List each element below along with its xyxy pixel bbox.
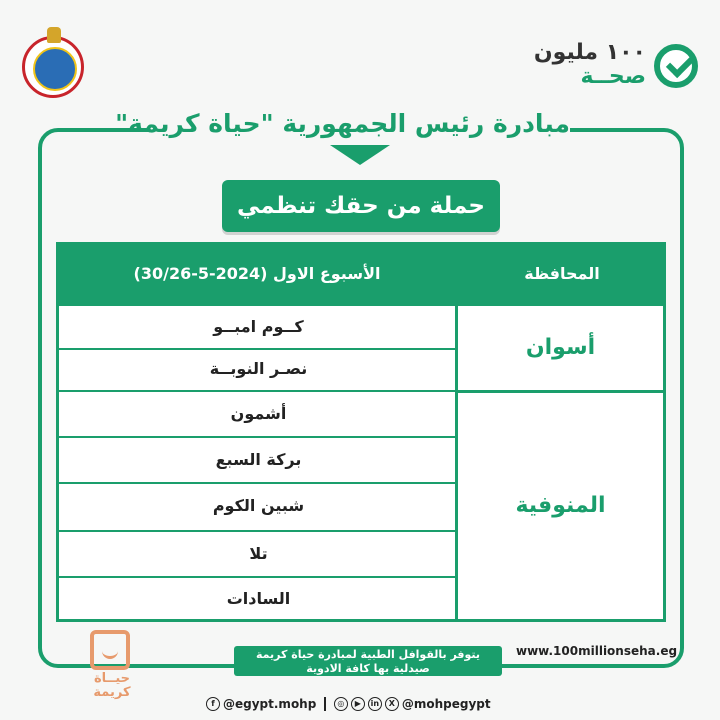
instagram-icon[interactable]: ◎ — [334, 697, 348, 711]
x-twitter-icon[interactable]: X — [385, 697, 399, 711]
brand-line2: صحــة — [580, 64, 646, 89]
table-row: السادات — [226, 589, 291, 608]
eagle-emblem-icon — [47, 27, 61, 43]
hayah-karima-logo-text: حيــاة كريمة — [93, 671, 131, 700]
table-row: نصـر النوبــة — [209, 359, 308, 378]
page-title: مبادرة رئيس الجمهورية "حياة كريمة" — [115, 109, 570, 138]
table-header — [56, 242, 666, 306]
down-arrow-icon — [330, 145, 390, 165]
table-row: كــوم امبــو — [213, 317, 304, 336]
table-row: بركة السبع — [215, 450, 302, 469]
table-row: شبين الكوم — [212, 496, 305, 515]
check-circle-icon — [654, 44, 698, 88]
facebook-icon[interactable]: f — [206, 697, 220, 711]
table-row: تلا — [249, 544, 268, 563]
table-row: أشمون — [230, 404, 287, 423]
linkedin-icon[interactable]: in — [368, 697, 382, 711]
brand-100-million-health — [528, 40, 698, 90]
campaign-banner: حملة من حقك تنظمي — [222, 180, 500, 232]
brand-line1: ١٠٠ مليون — [533, 40, 646, 65]
header-week: الأسبوع الاول (2024-5-30/26) — [133, 264, 381, 283]
website-link[interactable]: www.100millionseha.eg — [516, 644, 678, 658]
governorate-aswan: أسوان — [525, 335, 596, 360]
facebook-handle[interactable]: @egypt.mohp — [223, 697, 317, 711]
schedule-table — [56, 306, 666, 622]
ministry-of-health-logo — [22, 36, 84, 98]
social-handle[interactable]: @mohpegypt — [401, 697, 491, 711]
hayah-karima-logo-icon — [90, 630, 130, 670]
youtube-icon[interactable]: ▶ — [351, 697, 365, 711]
governorate-menoufia: المنوفية — [515, 493, 606, 518]
header-governorate: المحافظة — [524, 264, 600, 283]
family-emblem-icon — [33, 47, 77, 91]
pharmacy-notice: يتوفر بالقوافل الطبية لمبادرة حياة كريمة صيدلية بها كافة الادوية — [234, 646, 502, 676]
social-links — [206, 694, 491, 714]
